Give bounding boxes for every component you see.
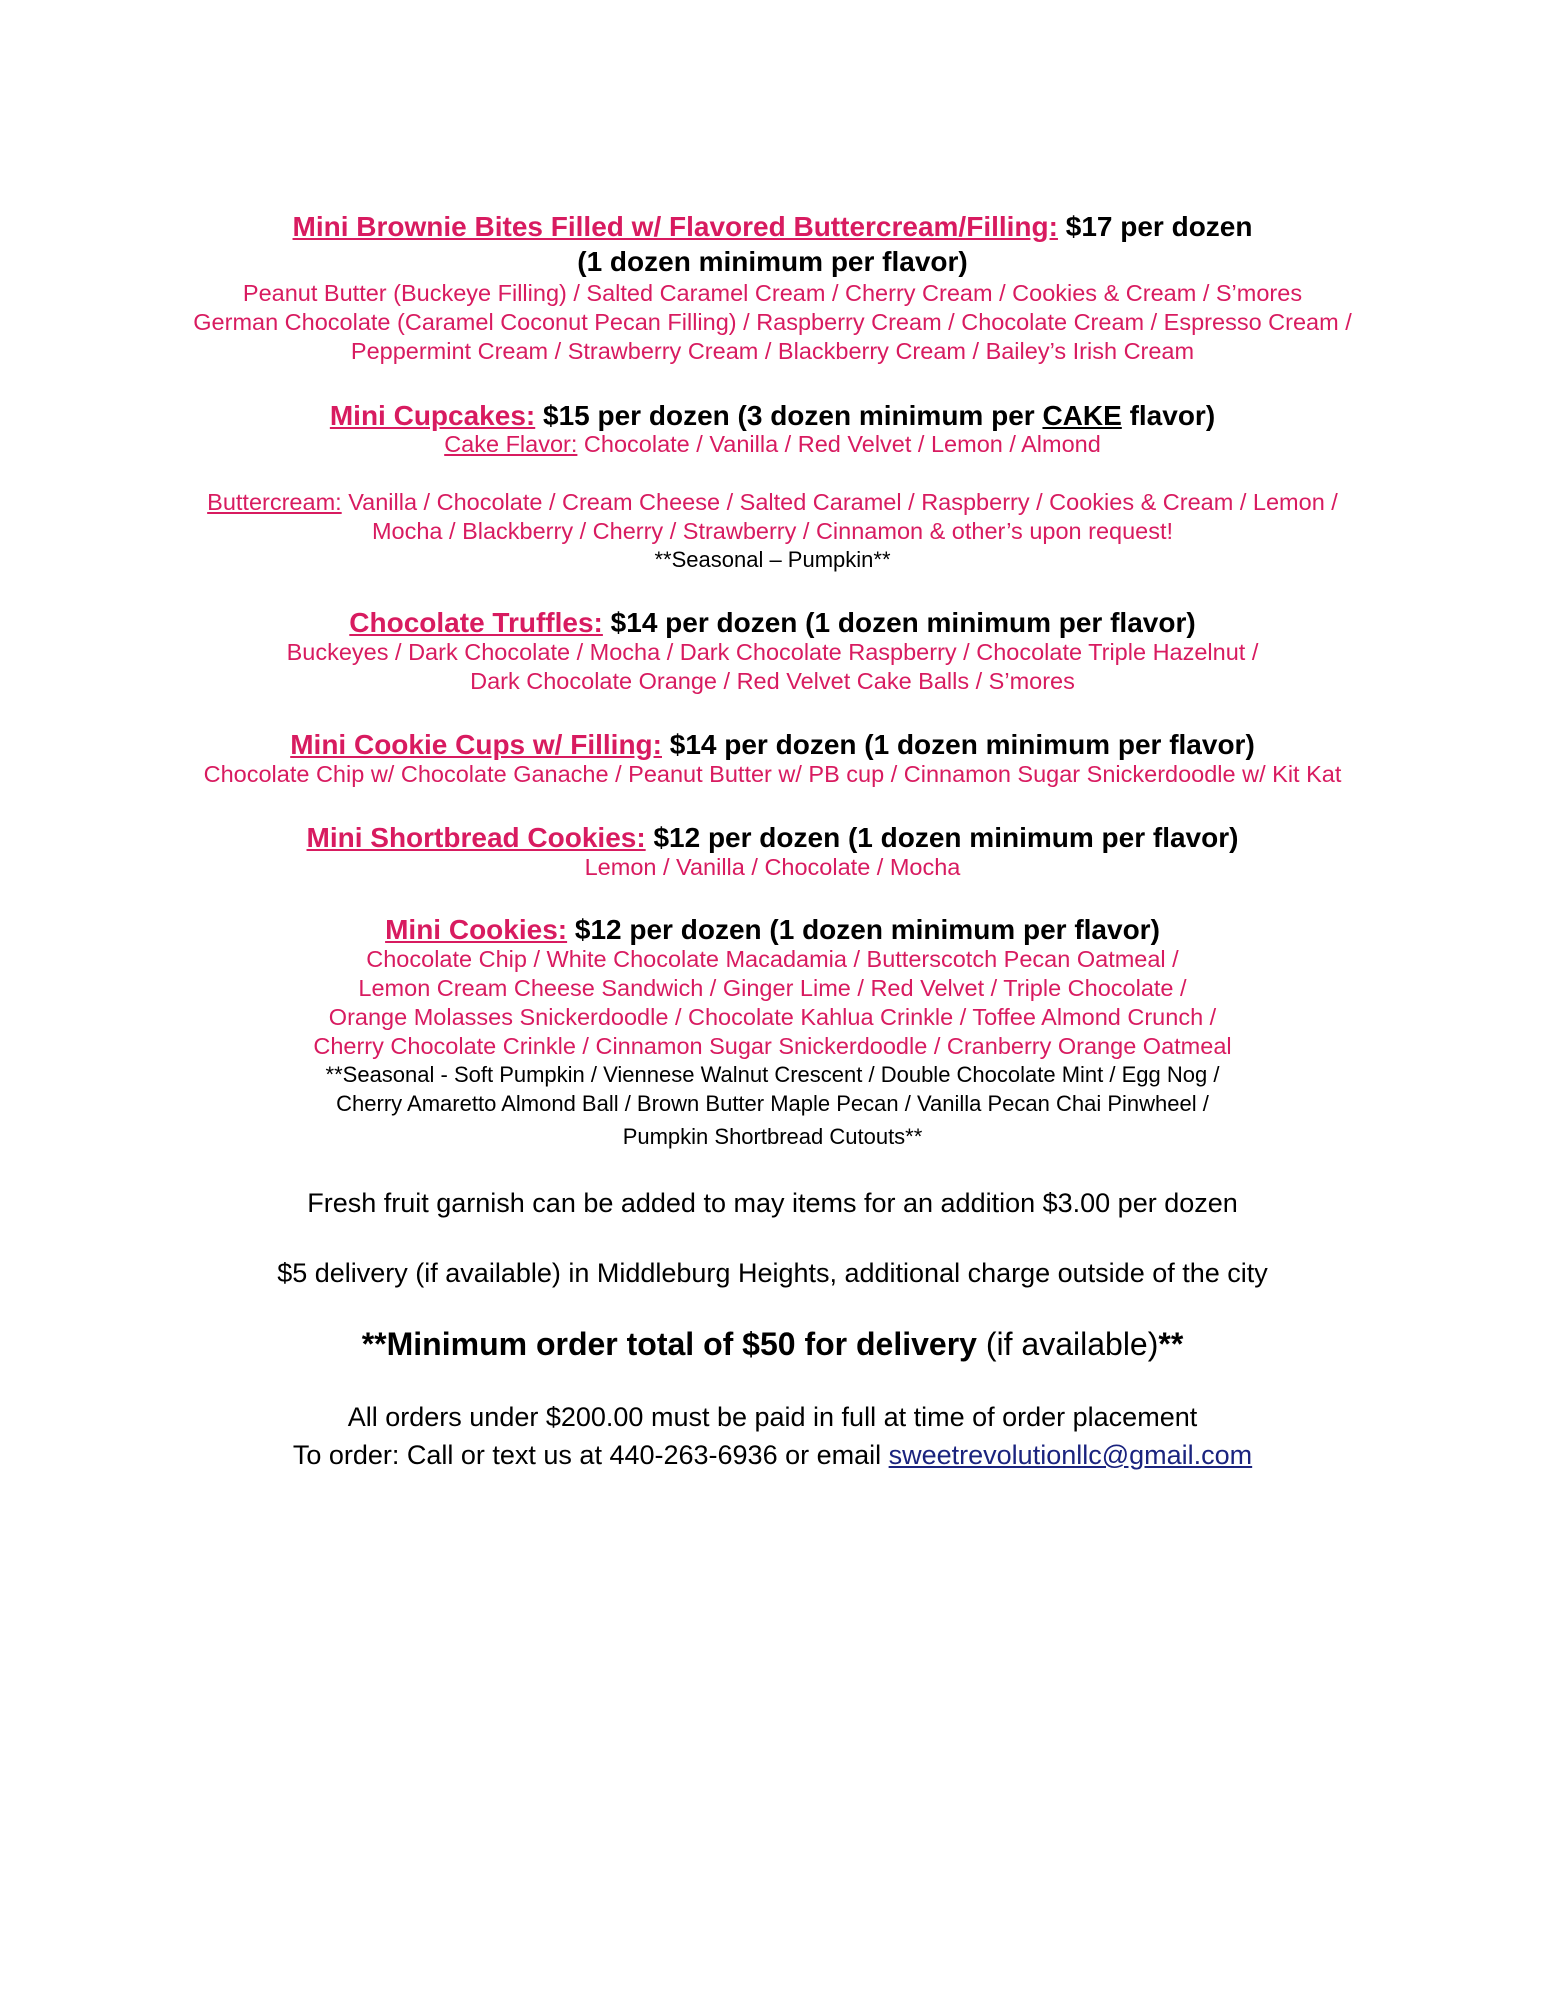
shortbread-flavors: Lemon / Vanilla / Chocolate / Mocha xyxy=(584,854,961,880)
order-contact xyxy=(0,1442,1545,1469)
shortbread-title xyxy=(0,824,1545,852)
cookies-flavors-line-4: Cherry Chocolate Crinkle / Cinnamon Sugar Snickerdoodle / Cranberry Orange Oatmeal xyxy=(313,1033,1232,1059)
payment-note: All orders under $200.00 must be paid in full at time of order placement xyxy=(347,1402,1198,1432)
shortbread-price: $12 per dozen (1 dozen minimum per flavor) xyxy=(645,822,1239,853)
truffles-price: $14 per dozen (1 dozen minimum per flavor) xyxy=(602,607,1196,638)
cake-flavor-list: Chocolate / Vanilla / Red Velvet / Lemon / Almond xyxy=(577,431,1101,457)
buttercream-line-1 xyxy=(0,491,1545,515)
cookies-seasonal-line-1: **Seasonal - Soft Pumpkin / Viennese Walnut Crescent / Double Chocolate Mint / Egg Nog / xyxy=(325,1062,1220,1087)
minimum-order-note xyxy=(0,1328,1545,1360)
cookies-name: Mini Cookies: xyxy=(385,914,568,945)
minimum-order-end: ** xyxy=(1158,1326,1184,1362)
cupcakes-seasonal: **Seasonal – Pumpkin** xyxy=(654,547,891,572)
truffles-flavors-line-1: Buckeyes / Dark Chocolate / Mocha / Dark Chocolate Raspberry / Chocolate Triple Hazelnut / xyxy=(286,639,1259,665)
brownie-name: Mini Brownie Bites Filled w/ Flavored Buttercream/Filling: xyxy=(292,211,1058,242)
cookies-seasonal-line-2: Cherry Amaretto Almond Ball / Brown Butter Maple Pecan / Vanilla Pecan Chai Pinwheel / xyxy=(336,1091,1209,1116)
cookies-flavors-line-3: Orange Molasses Snickerdoodle / Chocolate Kahlua Crinkle / Toffee Almond Crunch / xyxy=(328,1004,1217,1030)
buttercream-list-1: Vanilla / Chocolate / Cream Cheese / Salted Caramel / Raspberry / Cookies & Cream / Lemon / xyxy=(341,489,1338,515)
cookies-flavors-line-2: Lemon Cream Cheese Sandwich / Ginger Lime / Red Velvet / Triple Chocolate / xyxy=(358,975,1187,1001)
cupcakes-title xyxy=(0,402,1545,430)
garnish-note: Fresh fruit garnish can be added to may items for an addition $3.00 per dozen xyxy=(307,1188,1238,1218)
cupcakes-price-before: $15 per dozen (3 dozen minimum per xyxy=(535,400,1043,431)
brownie-minimum: (1 dozen minimum per flavor) xyxy=(577,246,968,277)
shortbread-name: Mini Shortbread Cookies: xyxy=(306,822,646,853)
order-contact-prefix: To order: Call or text us at 440-263-6936 or email xyxy=(292,1440,889,1470)
brownie-flavors-line-1: Peanut Butter (Buckeye Filling) / Salted Caramel Cream / Cherry Cream / Cookies & Cream / S’mores xyxy=(242,280,1303,306)
buttercream-label: Buttercream: xyxy=(207,489,342,515)
cookie-cups-title xyxy=(0,731,1545,759)
cupcakes-cake-flavors xyxy=(0,433,1545,457)
cupcakes-name: Mini Cupcakes: xyxy=(329,400,536,431)
cookies-price: $12 per dozen (1 dozen minimum per flavor) xyxy=(567,914,1160,945)
brownie-price: $17 per dozen xyxy=(1057,211,1253,242)
email-link[interactable]: sweetrevolutionllc@gmail.com xyxy=(888,1440,1253,1470)
cookies-flavors-line-1: Chocolate Chip / White Chocolate Macadamia / Butterscotch Pecan Oatmeal / xyxy=(366,946,1179,972)
truffles-flavors-line-2: Dark Chocolate Orange / Red Velvet Cake Balls / S’mores xyxy=(470,668,1075,694)
minimum-order-regular: (if available) xyxy=(976,1326,1159,1362)
cake-flavor-label: Cake Flavor: xyxy=(444,431,578,457)
brownie-flavors-line-3: Peppermint Cream / Strawberry Cream / Blackberry Cream / Bailey’s Irish Cream xyxy=(350,338,1195,364)
cookie-cups-name: Mini Cookie Cups w/ Filling: xyxy=(290,729,662,760)
truffles-name: Chocolate Truffles: xyxy=(349,607,603,638)
cookie-cups-price: $14 per dozen (1 dozen minimum per flavor) xyxy=(661,729,1255,760)
delivery-note: $5 delivery (if available) in Middleburg Heights, additional charge outside of the city xyxy=(277,1258,1268,1288)
cookies-seasonal-line-3: Pumpkin Shortbread Cutouts** xyxy=(622,1124,923,1149)
cupcakes-price-after: flavor) xyxy=(1121,400,1216,431)
cookie-cups-flavors: Chocolate Chip w/ Chocolate Ganache / Peanut Butter w/ PB cup / Cinnamon Sugar Snickerdoodle w/ Kit Kat xyxy=(203,761,1342,787)
buttercream-line-2: Mocha / Blackberry / Cherry / Strawberry / Cinnamon & other’s upon request! xyxy=(371,518,1174,544)
minimum-order-bold: **Minimum order total of $50 for delivery xyxy=(361,1326,977,1362)
brownie-flavors-line-2: German Chocolate (Caramel Coconut Pecan Filling) / Raspberry Cream / Chocolate Cream / Espresso Cream / xyxy=(193,309,1352,335)
cookies-title xyxy=(0,916,1545,944)
cupcakes-price-cake: CAKE xyxy=(1042,400,1122,431)
brownie-title xyxy=(0,213,1545,241)
truffles-title xyxy=(0,609,1545,637)
